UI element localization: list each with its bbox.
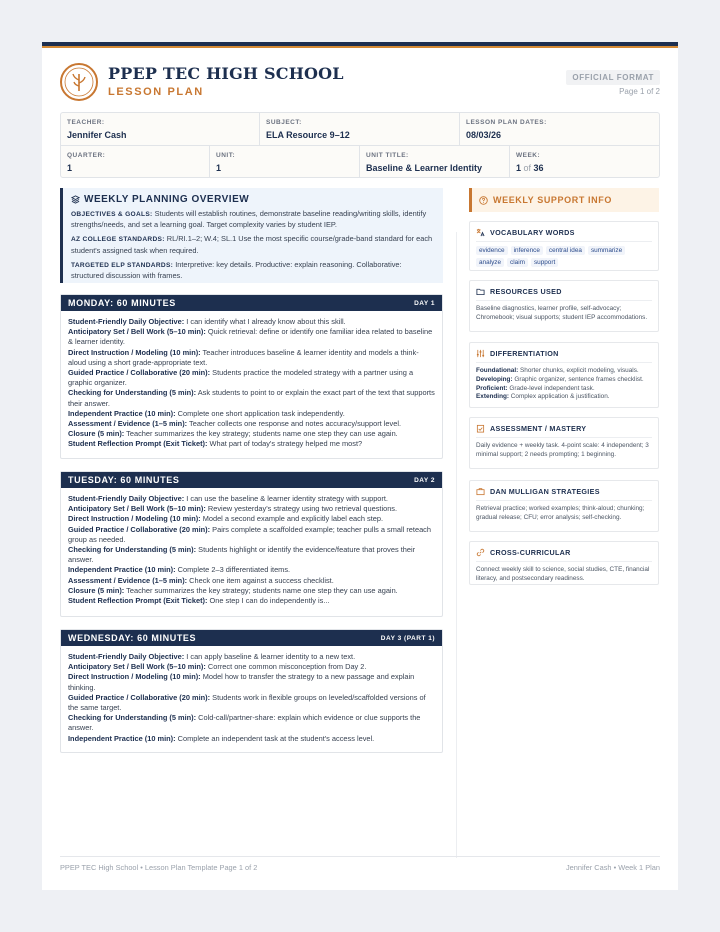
standards-label: AZ COLLEGE STANDARDS: (71, 236, 165, 244)
sprout-icon (62, 65, 96, 99)
objectives-label: OBJECTIVES & GOALS: (71, 211, 153, 218)
page-number: Page 1 of 2 (619, 87, 660, 96)
day-item-label: Student Reflection Prompt (Exit Ticket): (68, 596, 208, 606)
day-item-text: Teacher summarizes the key strategy; students name one step they can use again. (124, 429, 398, 439)
differentiation-list (476, 367, 652, 402)
vocabulary-chip: analyze (476, 258, 504, 267)
overview-title: WEEKLY PLANNING OVERVIEW (84, 194, 250, 205)
subject-label: SUBJECT: (266, 119, 302, 126)
day-item-text: Model how to transfer the strategy to a new passage and explain thinking. (68, 672, 415, 692)
day-item-text: Check one item against a success checklist. (187, 575, 334, 585)
week-value (516, 163, 653, 173)
day-header (61, 630, 442, 646)
quarter-label: QUARTER: (67, 152, 106, 159)
vocabulary-chips (476, 246, 652, 267)
vocabulary-card (469, 221, 659, 271)
day-item-label: Student-Friendly Daily Objective: (68, 652, 185, 661)
day-item-label: Student Reflection Prompt (Exit Ticket): (68, 439, 208, 449)
support-header (469, 188, 659, 212)
day-item (68, 652, 435, 662)
day-name: TUESDAY: 60 MINUTES (68, 475, 180, 485)
day-item-label: Student-Friendly Daily Objective: (68, 494, 185, 503)
differentiation-item (476, 367, 652, 376)
quarter-value: 1 (67, 163, 73, 173)
day-item-label: Student-Friendly Daily Objective: (68, 317, 185, 326)
day-tuesday (60, 471, 443, 617)
day-item-text: Complete one short application task independently. (175, 408, 345, 418)
day-item-label: Assessment / Evidence (1–5 min): (68, 575, 188, 585)
official-format-badge: OFFICIAL FORMAT (566, 70, 660, 85)
day-name: WEDNESDAY: 60 MINUTES (68, 633, 197, 643)
differentiation-title-row (476, 349, 652, 363)
day-tag: DAY 2 (414, 476, 435, 484)
day-item-text: Ask students to point to or explain the exact part of the text that supports their answer. (68, 388, 435, 408)
differentiation-title: DIFFERENTIATION (490, 349, 559, 358)
unit-value: 1 (216, 163, 222, 173)
cross-curricular-title-row (476, 548, 652, 562)
day-tag: DAY 1 (414, 299, 435, 307)
day-item-label: Guided Practice / Collaborative (20 min): (68, 524, 211, 534)
day-body (61, 646, 442, 750)
day-item (68, 409, 435, 419)
unit-title-label: UNIT TITLE: (366, 152, 409, 159)
footer-left: PPEP TEC High School • Lesson Plan Template Page 1 of 2 (60, 863, 258, 872)
page-footer (60, 856, 660, 872)
differentiation-card (469, 342, 659, 408)
day-item (68, 388, 435, 408)
day-header (61, 295, 442, 311)
day-item-label: Direct Instruction / Modeling (10 min): (68, 347, 201, 357)
standards (71, 234, 435, 255)
unit-title-cell (360, 146, 510, 177)
day-item (68, 586, 435, 596)
differentiation-item (476, 385, 652, 394)
day-wednesday (60, 629, 443, 753)
week-cell (510, 146, 659, 177)
day-item-text: Pairs complete a scaffolded example; teacher pulls a small reteach group as needed. (68, 524, 431, 544)
day-item (68, 504, 435, 514)
day-item (68, 429, 435, 439)
day-item-text: I can use the baseline & learner identity strategy with support. (184, 494, 388, 503)
day-item-label: Checking for Understanding (5 min): (68, 388, 197, 398)
day-item-label: Anticipatory Set / Bell Work (5–10 min): (68, 504, 206, 514)
day-item (68, 662, 435, 672)
dates-value: 08/03/26 (466, 130, 502, 140)
differentiation-text: Graphic organizer, sentence frames checklist. (512, 375, 644, 383)
day-item (68, 348, 435, 368)
lesson-plan-page (42, 42, 678, 890)
day-item-label: Independent Practice (10 min): (68, 565, 176, 575)
teacher-label: TEACHER: (67, 119, 105, 126)
subject-value: ELA Resource 9–12 (266, 130, 350, 140)
translate-icon (476, 228, 485, 237)
day-item-text: What part of today's strategy helped me most? (207, 439, 363, 449)
document-type: LESSON PLAN (108, 86, 204, 98)
page-header (42, 48, 678, 116)
dan-mulligan-card (469, 480, 659, 532)
day-item (68, 317, 435, 327)
day-item-label: Guided Practice / Collaborative (20 min): (68, 692, 211, 702)
differentiation-label: Foundational: (476, 367, 519, 374)
day-item-text: Review yesterday's strategy using two retrieval questions. (205, 504, 398, 514)
day-item-text: One step I can do independently is... (207, 596, 330, 606)
day-item (68, 439, 435, 449)
support-title: WEEKLY SUPPORT INFO (493, 195, 612, 205)
differentiation-text: Grade-level independent task. (507, 384, 595, 392)
day-item-label: Closure (5 min): (68, 429, 125, 439)
clipboard-check-icon (476, 424, 485, 433)
day-item (68, 368, 435, 388)
day-item-label: Anticipatory Set / Bell Work (5–10 min): (68, 327, 206, 337)
day-monday (60, 294, 443, 459)
differentiation-label: Extending: (476, 393, 510, 401)
assessment-title: ASSESSMENT / MASTERY (490, 424, 587, 433)
sidebar-divider (456, 232, 457, 858)
day-item (68, 693, 435, 713)
link-icon (476, 548, 485, 557)
day-body (61, 488, 442, 612)
differentiation-text: Complex application & justification. (509, 393, 610, 401)
day-item-text: Correct one common misconception from Day 2. (205, 662, 367, 672)
day-item-text: Cold-call/partner-share: explain which evidence or clue supports the answer. (68, 713, 421, 733)
quarter-cell (61, 146, 210, 177)
day-item (68, 514, 435, 524)
help-circle-icon (479, 196, 488, 205)
resources-card (469, 280, 659, 332)
teacher-cell (61, 113, 260, 145)
day-item-label: Direct Instruction / Modeling (10 min): (68, 672, 201, 682)
unit-title-value: Baseline & Learner Identity (366, 163, 483, 173)
day-item-label: Independent Practice (10 min): (68, 733, 176, 743)
day-item (68, 545, 435, 565)
vocabulary-chip: inference (511, 246, 543, 255)
day-body (61, 311, 442, 456)
day-item (68, 734, 435, 744)
day-item-text: Model a second example and explicitly label each step. (200, 514, 384, 524)
cross-curricular-text: Connect weekly skill to science, social studies, CTE, financial literacy, and postsecondary readiness. (476, 566, 650, 582)
day-item (68, 565, 435, 575)
subject-cell (260, 113, 460, 145)
day-item-label: Closure (5 min): (68, 585, 125, 595)
unit-label: UNIT: (216, 152, 236, 159)
elp-standards (71, 260, 435, 281)
vocabulary-chip: evidence (476, 246, 508, 255)
day-item (68, 576, 435, 586)
day-item (68, 713, 435, 733)
day-item-label: Guided Practice / Collaborative (20 min): (68, 368, 211, 378)
day-name: MONDAY: 60 MINUTES (68, 298, 176, 308)
resources-title-row (476, 287, 652, 301)
day-item-label: Independent Practice (10 min): (68, 408, 176, 418)
day-item-text: Complete an independent task at the student's access level. (175, 733, 375, 743)
day-item-label: Checking for Understanding (5 min): (68, 545, 197, 555)
briefcase-icon (476, 487, 485, 496)
day-item (68, 596, 435, 606)
day-item-text: Students practice the modeled strategy with a partner using a graphic organizer. (68, 368, 414, 388)
week-total: 36 (533, 163, 544, 173)
day-item-text: Students work in flexible groups on leveled/scaffolded versions of the same target. (68, 692, 426, 713)
school-name: PPEP TEC HIGH SCHOOL (108, 64, 344, 83)
vocabulary-title-row (476, 228, 652, 242)
objectives-text: Students will establish routines, demonstrate baseline reading/writing skills, identify strengths/needs, and set a learning goal. Target complexity varies by student IEP. (71, 209, 427, 230)
assessment-title-row (476, 424, 652, 438)
day-item-text: I can apply baseline & learner identity to a new text. (184, 652, 356, 661)
layers-icon (71, 195, 80, 204)
elp-text: Interpretive: key details. Productive: explain reasoning. Collaborative: structured discussion with frames. (71, 259, 402, 281)
day-item-label: Anticipatory Set / Bell Work (5–10 min): (68, 662, 206, 672)
assessment-card (469, 417, 659, 469)
cross-curricular-title: CROSS-CURRICULAR (490, 548, 571, 557)
overview-title-row (71, 194, 435, 205)
day-item (68, 494, 435, 504)
vocabulary-chip: summarize (588, 246, 625, 255)
dan-mulligan-title-row (476, 487, 652, 501)
week-label: WEEK: (516, 152, 541, 159)
day-item-label: Direct Instruction / Modeling (10 min): (68, 514, 201, 524)
standards-text: RL/RI.1–2; W.4; SL.1 Use the most specific course/grade-band standard for each student's assigned task when required. (71, 234, 433, 255)
day-item-label: Checking for Understanding (5 min): (68, 713, 197, 723)
day-header (61, 472, 442, 488)
unit-cell (210, 146, 360, 177)
differentiation-item (476, 393, 652, 402)
day-item (68, 525, 435, 545)
dan-mulligan-text: Retrieval practice; worked examples; think-aloud; chunking; gradual release; CFU; error analysis; self-checking. (476, 505, 645, 521)
differentiation-item (476, 376, 652, 385)
vocabulary-chip: claim (507, 258, 528, 267)
resources-text: Baseline diagnostics, learner profile, self-advocacy; Chromebook; visual supports; student IEP accommodations. (476, 305, 648, 321)
day-item-text: Teacher collects one response and notes accuracy/support level. (187, 419, 402, 429)
sliders-icon (476, 349, 485, 358)
cross-curricular-card (469, 541, 659, 585)
weekly-overview (60, 188, 443, 283)
differentiation-text: Shorter chunks, explicit modeling, visuals. (518, 367, 639, 374)
info-table (60, 112, 660, 178)
day-tag: DAY 3 (PART 1) (380, 634, 435, 642)
day-item (68, 672, 435, 692)
vocabulary-chip: central idea (546, 246, 585, 255)
vocabulary-title: VOCABULARY WORDS (490, 228, 575, 237)
week-number: 1 (516, 163, 522, 173)
school-logo (60, 63, 98, 101)
day-item-text: Teacher introduces baseline & learner identity and models a think-aloud using a short grade-appropriate text. (68, 347, 419, 367)
dates-cell (460, 113, 659, 145)
day-item-text: Students highlight or identify the evidence/feature that proves their answer. (68, 545, 416, 565)
differentiation-label: Developing: (476, 375, 513, 383)
day-item (68, 327, 435, 347)
day-item-text: I can identify what I already know about this skill. (184, 317, 346, 326)
day-item-text: Complete 2–3 differentiated items. (175, 565, 291, 575)
vocabulary-chip: support (531, 258, 558, 267)
day-item-text: Teacher summarizes the key strategy; students name one step they can use again. (124, 585, 398, 595)
week-of: of (521, 163, 534, 173)
day-item-label: Assessment / Evidence (1–5 min): (68, 419, 188, 429)
assessment-text: Daily evidence + weekly task. 4-point scale: 4 independent; 3 minimal support; 2 needs prompting; 1 beginning. (476, 442, 649, 458)
day-item (68, 419, 435, 429)
elp-label: TARGETED ELP STANDARDS: (71, 261, 174, 269)
footer-right: Jennifer Cash • Week 1 Plan (565, 863, 660, 872)
day-item-text: Quick retrieval: define or identify one familiar idea related to baseline & learner identity. (68, 327, 433, 347)
dates-label: LESSON PLAN DATES: (466, 119, 547, 126)
resources-title: RESOURCES USED (490, 287, 562, 296)
folder-icon (476, 287, 485, 296)
dan-mulligan-title: DAN MULLIGAN STRATEGIES (490, 487, 600, 496)
teacher-value: Jennifer Cash (67, 130, 127, 140)
differentiation-label: Proficient: (476, 384, 508, 392)
objectives (71, 209, 435, 230)
